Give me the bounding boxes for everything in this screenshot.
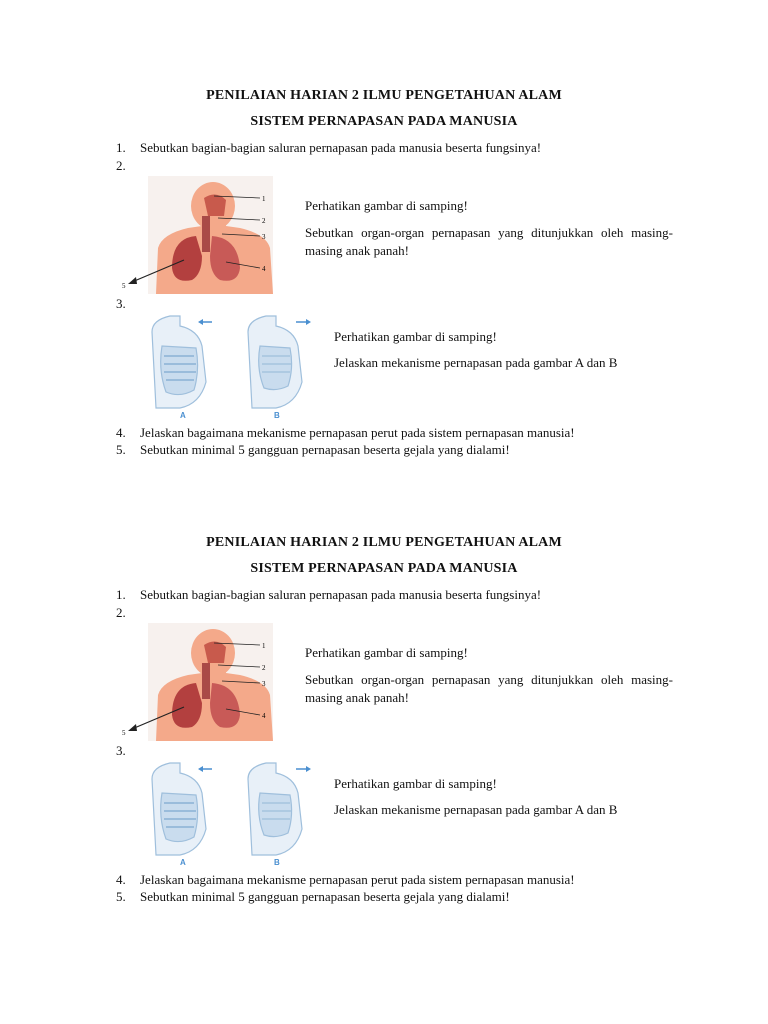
question-5 [116, 442, 510, 458]
figure-label: 5 [122, 282, 126, 290]
question-number: 4. [116, 872, 126, 887]
figure-label: 1 [262, 642, 266, 650]
question-number: 4. [116, 425, 126, 440]
question-text: Sebutkan organ-organ pernapasan yang ditunjukkan oleh masing-masing anak panah! [305, 225, 673, 258]
question-text: Jelaskan bagaimana mekanisme pernapasan perut pada sistem pernapasan manusia! [140, 425, 575, 440]
exam-subtitle: SISTEM PERNAPASAN PADA MANUSIA [250, 114, 518, 129]
question-3 [116, 743, 140, 759]
question-text: Sebutkan minimal 5 gangguan pernapasan beserta gejala yang dialami! [140, 442, 510, 457]
question-text: Sebutkan organ-organ pernapasan yang ditunjukkan oleh masing-masing anak panah! [305, 672, 673, 705]
figure-label: 2 [262, 664, 266, 672]
figure-label: 1 [262, 195, 266, 203]
question-4 [116, 425, 575, 441]
figure-label: B [274, 858, 280, 867]
question-number: 1. [116, 140, 126, 155]
question-number: 5. [116, 442, 126, 457]
torso-a [152, 763, 206, 855]
figure-label: 5 [122, 729, 126, 737]
question-number: 3. [116, 296, 126, 311]
question-4 [116, 872, 575, 888]
exam-subtitle: SISTEM PERNAPASAN PADA MANUSIA [250, 561, 518, 576]
exam-sheet-1 [0, 88, 768, 535]
question-3 [116, 296, 140, 312]
figure-label: 3 [262, 233, 266, 241]
question-1 [116, 140, 541, 156]
figure-label: 2 [262, 217, 266, 225]
question-text: Jelaskan bagaimana mekanisme pernapasan perut pada sistem pernapasan manusia! [140, 872, 575, 887]
torso-b [248, 316, 302, 408]
figure-instruction: Perhatikan gambar di samping! [334, 329, 497, 344]
exam-title: PENILAIAN HARIAN 2 ILMU PENGETAHUAN ALAM [206, 88, 562, 103]
respiratory-system-figure [118, 176, 288, 296]
figure-label: 3 [262, 680, 266, 688]
question-number: 5. [116, 889, 126, 904]
question-text: Jelaskan mekanisme pernapasan pada gambar A dan B [334, 355, 618, 370]
breathing-mechanism-figure [140, 312, 312, 420]
question-text: Sebutkan bagian-bagian saluran pernapasan pada manusia beserta fungsinya! [140, 140, 542, 155]
figure-label: 4 [262, 712, 266, 720]
torso-b [248, 763, 302, 855]
question-number: 3. [116, 743, 126, 758]
question-text: Sebutkan minimal 5 gangguan pernapasan beserta gejala yang dialami! [140, 889, 510, 904]
question-text: Jelaskan mekanisme pernapasan pada gambar A dan B [334, 802, 618, 817]
question-2 [116, 158, 140, 174]
figure-instruction: Perhatikan gambar di samping! [305, 198, 468, 213]
question-5 [116, 889, 510, 905]
question-1 [116, 587, 541, 603]
exam-title: PENILAIAN HARIAN 2 ILMU PENGETAHUAN ALAM [206, 535, 562, 550]
respiratory-system-figure [118, 623, 288, 743]
question-number: 2. [116, 158, 126, 173]
figure-label: A [180, 858, 186, 867]
question-number: 1. [116, 587, 126, 602]
figure-label: B [274, 411, 280, 420]
breathing-mechanism-figure [140, 759, 312, 867]
exam-sheet-2 [0, 535, 768, 982]
torso-a [152, 316, 206, 408]
figure-instruction: Perhatikan gambar di samping! [305, 645, 468, 660]
question-text: Sebutkan bagian-bagian saluran pernapasan pada manusia beserta fungsinya! [140, 587, 542, 602]
figure-label: 4 [262, 265, 266, 273]
question-number: 2. [116, 605, 126, 620]
figure-label: A [180, 411, 186, 420]
question-2 [116, 605, 140, 621]
figure-instruction: Perhatikan gambar di samping! [334, 776, 497, 791]
